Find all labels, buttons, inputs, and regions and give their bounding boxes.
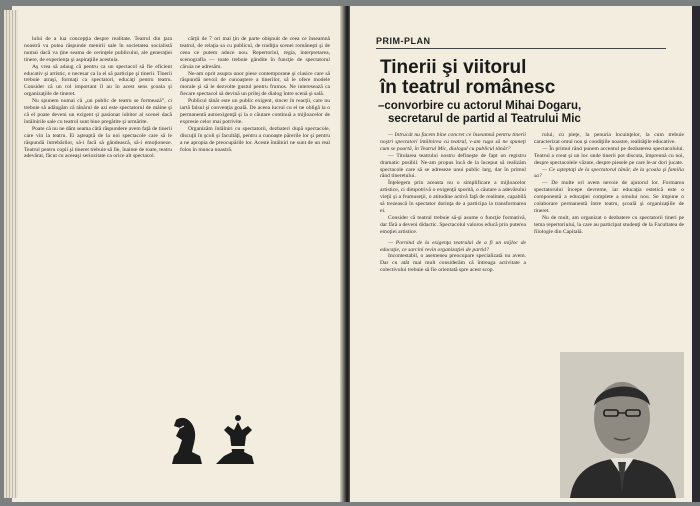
chess-queen-icon bbox=[216, 415, 254, 464]
article-subhead bbox=[378, 100, 678, 126]
left-page bbox=[12, 6, 344, 502]
paragraph: Publicul tânăr este un public exigent, sincer în reacţii, care nu iartă falsul şi convenţia goală. De aceea lucrul cu el ne obligă la o permanentă autoexigenţă şi la o căutare continuă a mijloacelor de expresie celor mai potrivite. bbox=[180, 98, 330, 125]
subhead-line: –convorbire cu actorul Mihai Dogaru, bbox=[378, 100, 582, 112]
magazine-spread bbox=[4, 6, 696, 502]
paragraph: Incontestabil, o asemenea preocupare specializată nu avem. Dar cu atât mai mult considerăm că întreaga activitate a colectivului trebuie să fie orientată spre acest scop. bbox=[380, 253, 526, 274]
paragraph: Consider că teatrul trebuie să-şi asume o funcţie formativă, dar fără a deveni didactic. Spectacolul valoros educă prin puterea emoţiei artistice. bbox=[380, 214, 526, 235]
headline-line: în teatrul românesc bbox=[380, 77, 556, 98]
kicker-rule bbox=[376, 48, 666, 49]
paragraph: — Titularea teatrului nostru defineşte de fapt un registru dramatic posibil. Ne-am propus încă de la început să realizăm spectacole care să se adreseze unui public larg, dar în primul rând tineretului. bbox=[380, 152, 526, 180]
paragraph: — De multe ori avem nevoie de ajutorul lor. Formarea spectatorului începe devreme, iar educaţia estetică este o componentă a educaţiei complete a omului nou. Se impune o colaborare permanentă între teatru, şcoală şi organizaţiile de tineret. bbox=[534, 180, 684, 214]
right-column-2 bbox=[534, 132, 684, 346]
page-edges bbox=[4, 10, 18, 498]
paragraph: Aş vrea să adaug că pentru ca un spectacol să fie eficient educativ şi artistic, e necesar ca la el să participe şi tinerii. Tinerii trebuie atraşi, formaţi ca spectatori, educaţi pentru teatru. Consider că un rol important îl au în acest sens şcoala şi organizaţiile de tineret. bbox=[24, 63, 172, 98]
paragraph: lului de a lua concepţia despre realitate. Teatrul din ţara noastră va putea răspunde menirii sale în societatea socialistă numai dacă va ţine seama de cerinţele publicului, ale generaţiei tinere, de experienţa şi aspiraţiile acestuia. bbox=[24, 36, 172, 63]
section-kicker: PRIM-PLAN bbox=[376, 36, 431, 46]
interview-question: — Pornind de la exigenţa teatrului de a fi un mijloc de educaţie, ce sarcini revin organizaţiei de partid? bbox=[380, 239, 526, 253]
paragraph: Organizăm întâlniri cu spectatorii, dezbateri după spectacole, discuţii în şcoli şi facultăţi, pentru a cunoaşte părerile lor şi pentru a ne apropia de preocupările lor. Aceste întâlniri ne sunt de un real folos în munca noastră. bbox=[180, 125, 330, 153]
article-headline bbox=[380, 58, 670, 98]
headline-line: Tinerii şi viitorul bbox=[380, 57, 527, 78]
chess-pieces-illustration bbox=[162, 396, 262, 468]
paragraph: Nu de mult, am organizat o dezbatere cu spectatorii tineri pe tema repertoriului, la care au participat studenţi de la Facultatea de filologie din Capitală. bbox=[534, 214, 684, 235]
paragraph: — În primul rând punem accentul pe dezbaterea spectacolului. Teatrul a creat şi un loc unde tinerii pot discuta, împreună cu noi, despre spectacolele văzute, despre piesele pe care le-ar dori jucate. bbox=[534, 145, 684, 166]
paragraph: Poate că nu ne dăm seama câtă răspundere avem faţă de tinerii care vin la teatru. Ei aşteaptă de la noi spectacole care să le răspundă întrebărilor, să-i facă să gândească, să-i emoţioneze. Teatrul pentru copii şi tineret trebuie să fie, înainte de toate, teatru adevărat, făcut cu aceeaşi seriozitate ca orice alt spectacol. bbox=[24, 125, 172, 160]
paragraph: rului, cu pieţe, la penuria locuinţelor, la cum trebuie caracterizat omul nou şi condiţiile noastre, realităţile educative. bbox=[534, 132, 684, 145]
interview-question: — Întrucât nu facem bine concret ce înseamnă pentru tinerii noştri spectatori întâlnirea cu teatrul, v-am ruga să ne spuneţi cum se poartă, în Teatrul Mic, dialogul cu publicul tânăr? bbox=[380, 132, 526, 152]
left-column-1 bbox=[24, 36, 172, 492]
left-column-2 bbox=[180, 36, 330, 384]
right-page bbox=[350, 6, 696, 502]
right-column-1 bbox=[380, 132, 526, 496]
paragraph: Ne-am oprit asupra unor piese contemporane şi clasice care să răspundă nevoii de cunoaştere a tinerilor, să le ofere modele morale şi să le dezvolte gustul pentru frumos. Ne interesează ca fiecare spectacol să devină un prilej de dialog între scenă şi sală. bbox=[180, 70, 330, 98]
portrait-photo bbox=[560, 352, 684, 498]
interview-question: — Ce aşteptaţi de la spectatorul tânăr, de la şcoala şi familia sa? bbox=[534, 166, 684, 180]
paragraph: Înţelegem prin aceasta nu o simplificare a mijloacelor artistice, ci dimpotrivă o exigenţă sporită, o căutare a adevărului vieţii şi a frumuseţii, o atitudine activă faţă de realitate, capabilă să trezească în spectator dorinţa de a participa la transformarea ei. bbox=[380, 180, 526, 214]
paragraph: cărţii de 7 ori mai ţin de parte obişnuit de ceea ce înseamnă teatrul, de relaţia sa cu publicul, de tradiţia scenei româneşti şi de ceea ce putem aduce nou. Repertoriul, regia, interpretarea, scenografia — toate trebuie gândite în funcţie de spectatorul căruia ne adresăm. bbox=[180, 36, 330, 70]
cover-edge bbox=[692, 6, 700, 502]
paragraph: Nu spunem numai că „un public de teatru se formează”, ci trebuie să adăugăm că tânărul de azi este spectatorul de mâine şi că el poate deveni un exigent şi pasionat iubitor al scenei dacă întâlnirile sale cu teatrul sunt bine pregătite şi urmărite. bbox=[24, 98, 172, 125]
chess-knight-icon bbox=[172, 418, 202, 464]
subhead-line: secretarul de partid al Teatrului Mic bbox=[388, 113, 581, 125]
